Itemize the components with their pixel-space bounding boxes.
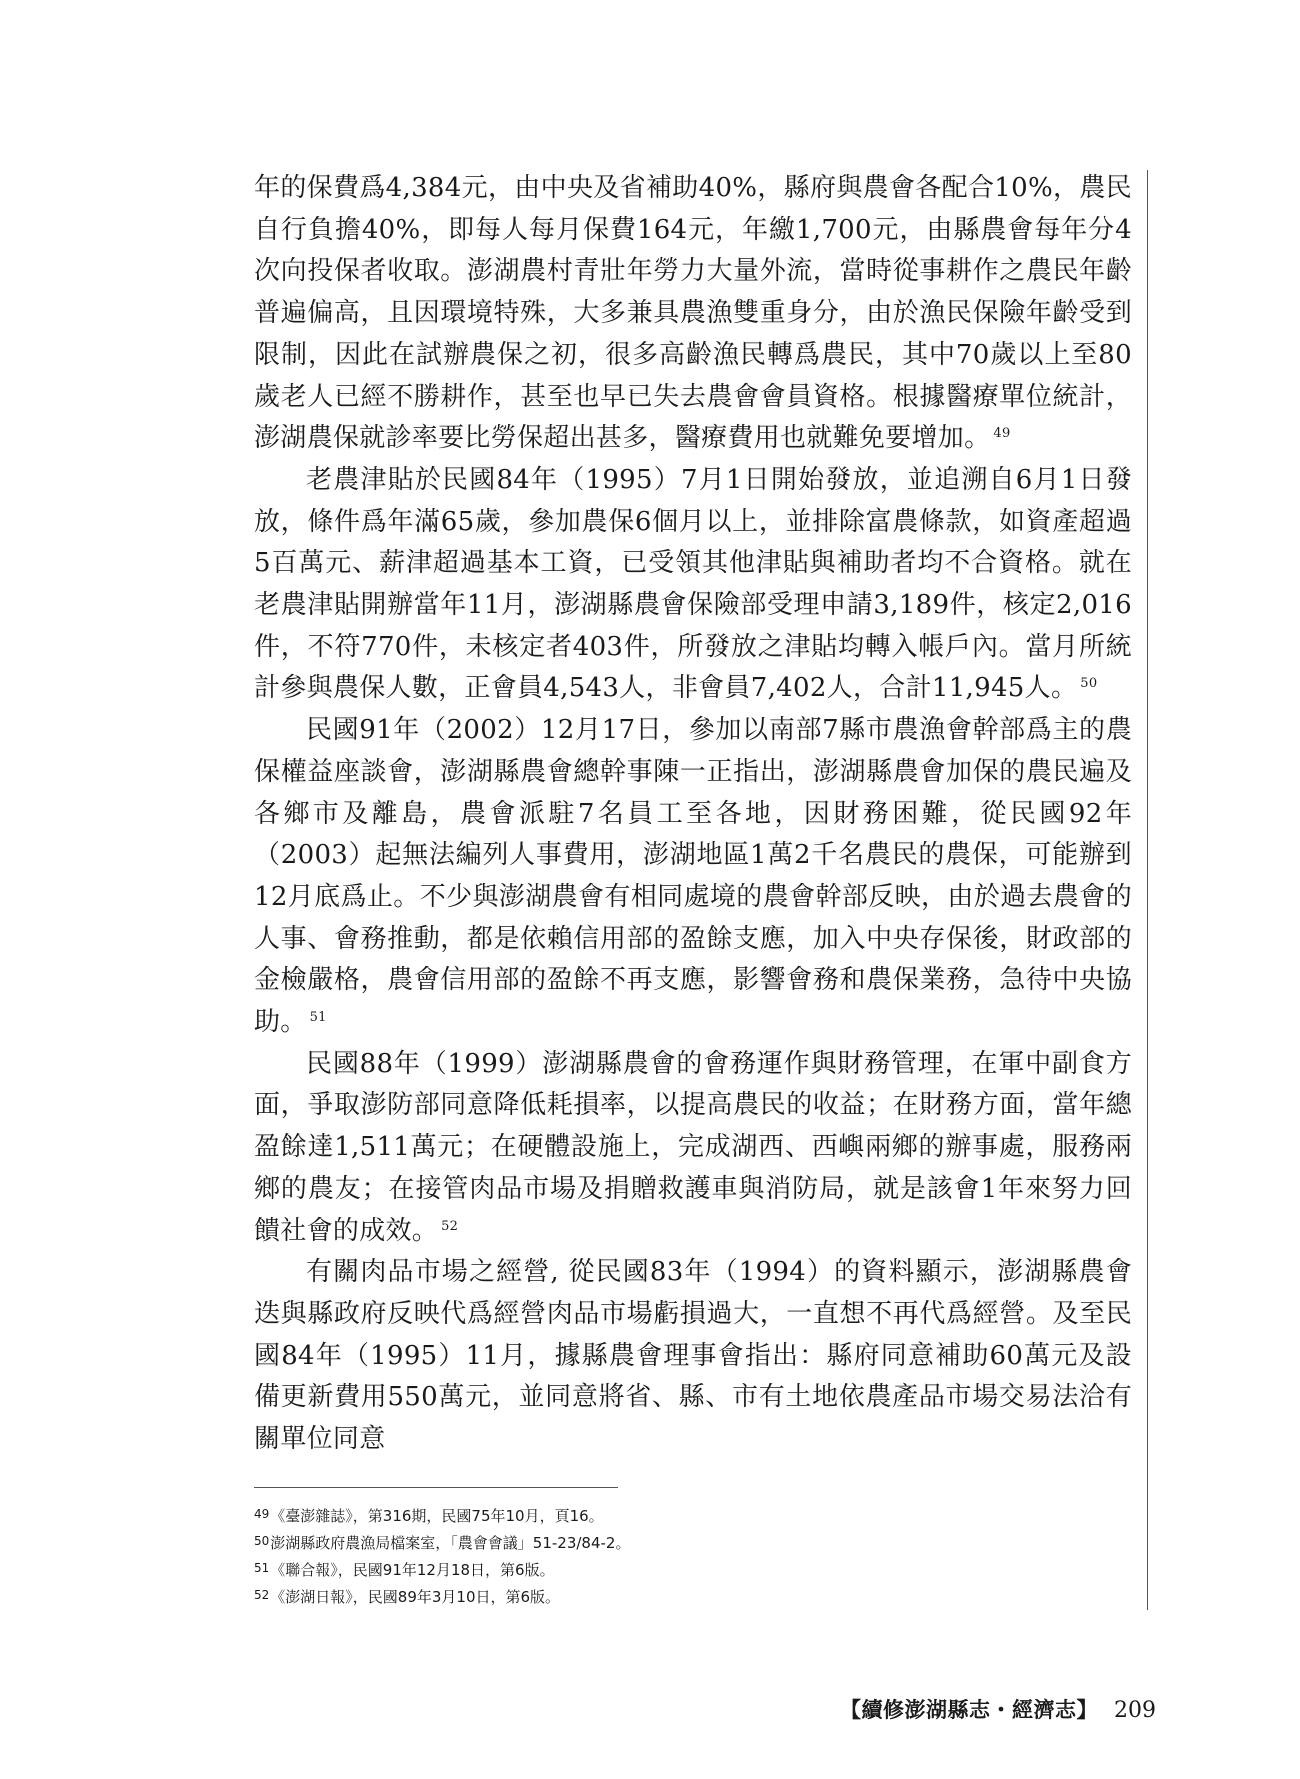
paragraph-text: 有關肉品市場之經營, 從民國83年（1994）的資料顯示，澎湖縣農會迭與縣政府反映代爲經營肉品市場虧損過大，一直想不再代爲經營。及至民國84年（1995）11月，據縣農會理事會指出：縣府同意補助60萬元及設備更新費用550萬元，並同意將省、縣、市有土地依農產品市場交易法洽有關單位同意: [254, 1257, 1132, 1455]
footnote-49: [254, 1502, 1054, 1529]
paragraph-text: 民國88年（1999）澎湖縣農會的會務運作與財務管理，在軍中副食方面，爭取澎防部同意降低耗損率，以提高農民的收益；在財務方面，當年總盈餘達1,511萬元；在硬體設施上，完成湖西、西嶼兩鄉的辦事處，服務兩鄉的農友；在接管肉品市場及捐贈救護車與消防局，就是該會1年來努力回饋社會的成效。: [254, 1048, 1132, 1246]
paragraph-text: 民國91年（2002）12月17日，參加以南部7縣市農漁會幹部爲主的農保權益座談會，澎湖縣農會總幹事陳一正指出，澎湖縣農會加保的農民遍及各鄉市及離島，農會派駐7名員工至各地，因財務困難，從民國92年（2003）起無法編列人事費用，澎湖地區1萬2千名農民的農保，可能辦到12月底爲止。不少與澎湖農會有相同處境的農會幹部反映，由於過去農會的人事、會務推動，都是依賴信用部的盈餘支應，加入中央存保後，財政部的金檢嚴格，農會信用部的盈餘不再支應，影響會務和農保業務，急待中央協助。: [254, 715, 1132, 1038]
footnote-text: 《澎湖日報》，民國89年3月10日，第6版。: [270, 1588, 561, 1606]
footnote-ref[interactable]: 49: [993, 426, 1011, 442]
footnote-text: 《臺澎雜誌》，第316期，民國75年10月，頁16。: [270, 1507, 604, 1525]
paragraph-5: [254, 1252, 1132, 1461]
footnote-51: [254, 1556, 1054, 1583]
footnote-ref[interactable]: 51: [309, 1010, 327, 1026]
paragraph-4: [254, 1044, 1132, 1253]
footnote-number: 50: [254, 1534, 270, 1548]
footnote-ref[interactable]: 50: [1080, 676, 1098, 692]
footnote-50: [254, 1529, 1054, 1556]
footnotes: [254, 1502, 1054, 1610]
book-title: 【續修澎湖縣志・經濟志】: [840, 1697, 1098, 1722]
paragraph-text: 老農津貼於民國84年（1995）7月1日開始發放，並追溯自6月1日發放，條件爲年滿65歲，參加農保6個月以上，並排除富農條款，如資產超過5百萬元、薪津超過基本工資，已受領其他津貼與補助者均不合資格。就在老農津貼開辦當年11月，澎湖縣農會保險部受理申請3,189件，核定2,016件，不符770件，未核定者403件，所發放之津貼均轉入帳戶內。當月所統計參與農保人數，正會員4,543人，非會員7,402人，合計11,945人。: [254, 464, 1132, 704]
paragraph-1: [254, 168, 1132, 460]
footnote-text: 《聯合報》，民國91年12月18日，第6版。: [270, 1561, 555, 1579]
footnote-divider: [254, 1487, 618, 1488]
paragraph-2: [254, 460, 1132, 710]
footnote-number: 51: [254, 1561, 270, 1575]
paragraph-text: 年的保費爲4,384元，由中央及省補助40%，縣府與農會各配合10%，農民自行負擔40%，即每人每月保費164元，年繳1,700元，由縣農會每年分4次向投保者收取。澎湖農村青壯年勞力大量外流，當時從事耕作之農民年齡普遍偏高，且因環境特殊，大多兼具農漁雙重身分，由於漁民保險年齡受到限制，因此在試辦農保之初，很多高齡漁民轉爲農民，其中70歲以上至80歲老人已經不勝耕作，甚至也早已失去農會會員資格。根據醫療單位統計，澎湖農保就診率要比勞保超出甚多，醫療費用也就難免要增加。: [254, 173, 1132, 454]
paragraph-3: [254, 710, 1132, 1044]
footnote-text: 澎湖縣政府農漁局檔案室，「農會會議」51-23/84-2。: [270, 1534, 631, 1552]
footnote-number: 52: [254, 1588, 270, 1602]
footnote-number: 49: [254, 1507, 270, 1521]
body-text: [254, 168, 1132, 1461]
page-number: 209: [1114, 1698, 1156, 1723]
footnote-ref[interactable]: 52: [441, 1218, 459, 1234]
running-footer: [840, 1694, 1156, 1724]
margin-rule: [1147, 170, 1148, 1610]
footnote-52: [254, 1583, 1054, 1610]
